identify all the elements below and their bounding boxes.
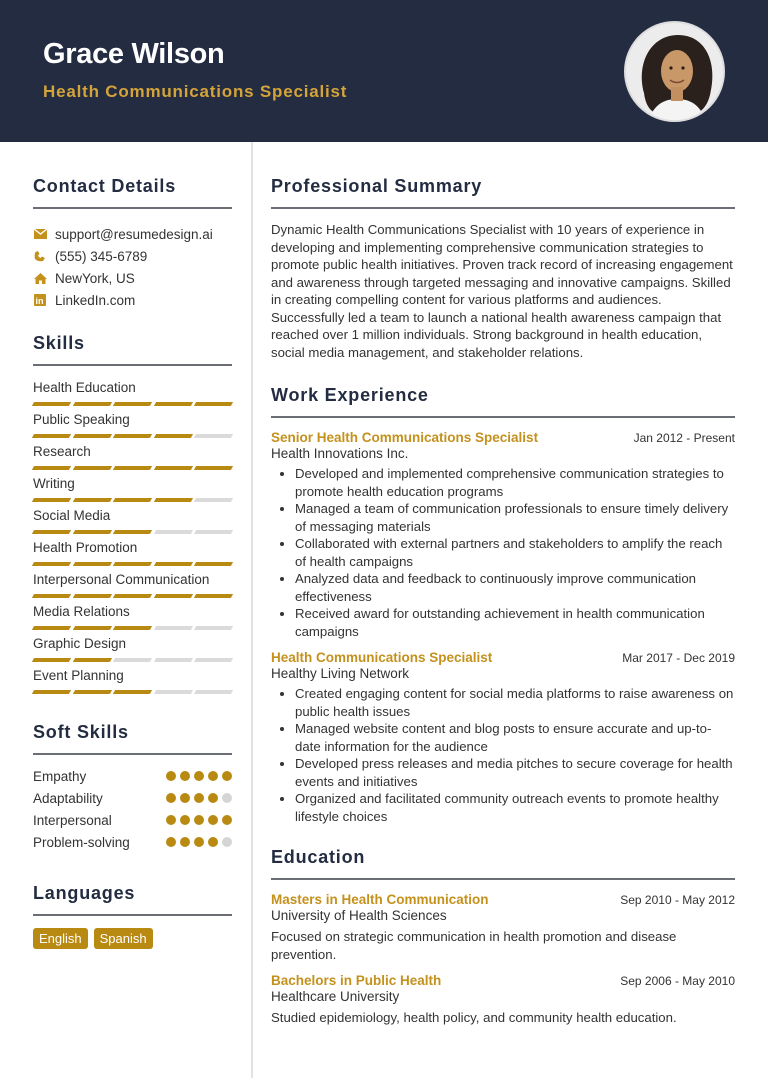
rating-dot (208, 793, 218, 803)
skill-item (33, 506, 232, 538)
education-heading: Education (271, 847, 735, 880)
language-badge: English (33, 928, 88, 949)
rating-dot (180, 793, 190, 803)
rating-dot (208, 815, 218, 825)
skill-level-segment (154, 594, 193, 598)
education-section (271, 847, 735, 1027)
skill-item (33, 570, 232, 602)
soft-skill-label: Problem-solving (33, 834, 130, 850)
experience-section (271, 385, 735, 825)
soft-skill-rating-dots (166, 793, 232, 803)
skill-level-bars (33, 557, 232, 570)
skills-list (33, 378, 232, 698)
contact-phone-text: (555) 345-6789 (55, 248, 148, 264)
skill-level-segment (32, 530, 71, 534)
education-description: Focused on strategic communication in health promotion and disease prevention. (271, 929, 677, 962)
skill-level-segment (154, 626, 193, 630)
skill-level-segment (113, 690, 152, 694)
summary-heading: Professional Summary (271, 176, 735, 209)
skill-level-segment (154, 658, 193, 662)
skill-level-bars (33, 429, 232, 442)
soft-skills-list (33, 765, 232, 853)
skill-level-segment (113, 466, 152, 470)
job-title: Senior Health Communications Specialist (271, 430, 539, 445)
job-company: Healthy Living Network (271, 666, 410, 681)
skill-item (33, 378, 232, 410)
skill-level-bars (33, 397, 232, 410)
skill-level-segment (154, 562, 193, 566)
skill-label: Public Speaking (33, 412, 130, 427)
job-bullet: • Developed and implemented comprehensive communication strategies to promote health education programs (295, 465, 735, 500)
skill-level-segment (194, 690, 233, 694)
soft-skill-label: Empathy (33, 768, 87, 784)
job-bullet: • Analyzed data and feedback to continuously improve communication effectiveness (295, 570, 735, 605)
skill-item (33, 410, 232, 442)
job-bullet: • Received award for outstanding achievement in health communication campaigns (295, 605, 735, 640)
contact-email[interactable] (33, 223, 232, 245)
education-description: Studied epidemiology, health policy, and community health education. (271, 1010, 677, 1025)
skill-level-segment (113, 434, 152, 438)
rating-dot (180, 837, 190, 847)
experience-heading: Work Experience (271, 385, 735, 418)
skill-item (33, 442, 232, 474)
skill-level-segment (113, 658, 152, 662)
column-divider (251, 142, 253, 1078)
linkedin-icon (33, 293, 47, 307)
job-bullet: • Managed a team of communication professionals to ensure timely delivery of messaging materials (295, 500, 735, 535)
summary-text: Dynamic Health Communications Specialist with 10 years of experience in developing and implementing comprehensive communication strategies to promote public health initiatives. Proven track record of increasing engagement and awareness through targeted messaging and innovative campaigns. Skilled in creating compelling content for various platforms and audiences. Successfully led a team to launch a national health awareness campaign that reached over 1 million individuals. Strong background in health education, social media management, and stakeholder relations. (271, 222, 733, 360)
soft-skill-item (33, 831, 232, 853)
skill-level-segment (72, 658, 111, 662)
skill-label: Writing (33, 476, 75, 491)
contact-phone[interactable] (33, 245, 232, 267)
languages-heading: Languages (33, 883, 232, 916)
skill-item (33, 474, 232, 506)
contact-heading: Contact Details (33, 176, 232, 209)
contact-linkedin-text: LinkedIn.com (55, 292, 136, 308)
rating-dot (222, 815, 232, 825)
education-dates: Sep 2006 - May 2010 (620, 974, 735, 988)
skill-level-segment (154, 466, 193, 470)
skill-level-segment (194, 498, 233, 502)
skill-level-segment (32, 498, 71, 502)
skill-level-segment (194, 402, 233, 406)
job-bullet: • Organized and facilitated community outreach events to promote healthy lifestyle choices (295, 790, 735, 825)
home-icon (33, 271, 47, 285)
skill-level-segment (113, 498, 152, 502)
soft-skill-rating-dots (166, 837, 232, 847)
job-bullet: • Managed website content and blog posts to ensure accurate and up-to-date information for the audience (295, 720, 735, 755)
skill-level-segment (194, 626, 233, 630)
rating-dot (208, 837, 218, 847)
education-entry (271, 973, 735, 1027)
right-column (271, 142, 735, 1027)
skill-level-segment (72, 530, 111, 534)
languages-section (33, 883, 232, 949)
profile-photo (624, 21, 725, 122)
contact-location-text: NewYork, US (55, 270, 135, 286)
rating-dot (180, 771, 190, 781)
rating-dot (194, 837, 204, 847)
envelope-icon (33, 227, 47, 241)
portrait-icon (626, 23, 725, 122)
skill-level-segment (72, 626, 111, 630)
skill-level-bars (33, 461, 232, 474)
degree-title: Masters in Health Communication (271, 892, 489, 907)
rating-dot (194, 771, 204, 781)
skill-level-segment (72, 690, 111, 694)
soft-skill-label: Interpersonal (33, 812, 112, 828)
rating-dot (166, 793, 176, 803)
rating-dot (166, 837, 176, 847)
skill-label: Social Media (33, 508, 111, 523)
rating-dot (208, 771, 218, 781)
skill-level-segment (194, 658, 233, 662)
skill-level-segment (32, 626, 71, 630)
rating-dot (222, 771, 232, 781)
rating-dot (166, 815, 176, 825)
soft-skill-rating-dots (166, 771, 232, 781)
skill-level-segment (194, 530, 233, 534)
job-bullet: • Developed press releases and media pitches to secure coverage for health events and initiatives (295, 755, 735, 790)
skill-label: Graphic Design (33, 636, 127, 651)
skill-level-segment (113, 530, 152, 534)
skill-level-segment (194, 434, 233, 438)
phone-icon (33, 249, 47, 263)
skill-level-segment (72, 498, 111, 502)
left-column (33, 142, 232, 949)
skill-level-bars (33, 525, 232, 538)
skill-level-segment (154, 530, 193, 534)
skill-item (33, 666, 232, 698)
job-title: Health Communications Specialist (271, 650, 493, 665)
job-bullet: • Created engaging content for social media platforms to raise awareness on public health issues (295, 685, 735, 720)
school-name: Healthcare University (271, 989, 400, 1004)
skill-label: Health Education (33, 380, 136, 395)
summary-section (271, 176, 735, 361)
skill-level-segment (194, 466, 233, 470)
skill-item (33, 634, 232, 666)
rating-dot (194, 815, 204, 825)
skills-section (33, 333, 232, 698)
language-badge: Spanish (94, 928, 153, 949)
contact-email-text: support@resumedesign.ai (55, 226, 213, 242)
skill-level-segment (194, 594, 233, 598)
education-entry (271, 892, 735, 963)
job-bullets (271, 465, 735, 640)
skill-level-bars (33, 589, 232, 602)
degree-title: Bachelors in Public Health (271, 973, 442, 988)
skill-level-segment (72, 466, 111, 470)
skill-level-segment (113, 402, 152, 406)
school-name: University of Health Sciences (271, 908, 447, 923)
svg-text:in: in (35, 296, 44, 306)
soft-skill-item (33, 787, 232, 809)
skill-level-segment (72, 562, 111, 566)
skill-level-segment (32, 562, 71, 566)
skill-level-segment (154, 434, 193, 438)
contact-location (33, 267, 232, 289)
skill-label: Interpersonal Communication (33, 572, 210, 587)
rating-dot (166, 771, 176, 781)
skill-level-segment (32, 690, 71, 694)
skill-label: Research (33, 444, 91, 459)
soft-skill-item (33, 765, 232, 787)
skill-level-segment (154, 690, 193, 694)
skill-level-segment (72, 402, 111, 406)
soft-skill-label: Adaptability (33, 790, 103, 806)
skill-level-segment (113, 626, 152, 630)
skills-heading: Skills (33, 333, 232, 366)
candidate-title: Health Communications Specialist (43, 82, 348, 101)
skill-level-bars (33, 685, 232, 698)
skill-level-segment (194, 562, 233, 566)
skill-level-bars (33, 493, 232, 506)
soft-skill-item (33, 809, 232, 831)
contact-section (33, 176, 232, 311)
skill-level-segment (32, 466, 71, 470)
job-dates: Jan 2012 - Present (633, 431, 735, 445)
skill-level-segment (72, 594, 111, 598)
rating-dot (222, 793, 232, 803)
skill-item (33, 602, 232, 634)
skill-label: Health Promotion (33, 540, 138, 555)
job-bullets (271, 685, 735, 825)
skill-label: Event Planning (33, 668, 124, 683)
education-dates: Sep 2010 - May 2012 (620, 893, 735, 907)
languages-list (33, 928, 232, 949)
skill-level-segment (113, 562, 152, 566)
skill-item (33, 538, 232, 570)
skill-level-bars (33, 653, 232, 666)
job-entry (271, 430, 735, 640)
rating-dot (222, 837, 232, 847)
contact-linkedin[interactable] (33, 289, 232, 311)
job-company: Health Innovations Inc. (271, 446, 409, 461)
contact-list (33, 223, 232, 311)
soft-skills-heading: Soft Skills (33, 722, 232, 755)
skill-level-segment (72, 434, 111, 438)
job-bullet: • Collaborated with external partners and stakeholders to amplify the reach of health campaigns (295, 535, 735, 570)
skill-level-segment (154, 402, 193, 406)
job-dates: Mar 2017 - Dec 2019 (622, 651, 735, 665)
soft-skill-rating-dots (166, 815, 232, 825)
candidate-name: Grace Wilson (43, 38, 225, 70)
skill-level-segment (32, 594, 71, 598)
soft-skills-section (33, 722, 232, 853)
rating-dot (180, 815, 190, 825)
rating-dot (194, 793, 204, 803)
skill-level-segment (32, 434, 71, 438)
skill-level-bars (33, 621, 232, 634)
skill-label: Media Relations (33, 604, 130, 619)
skill-level-segment (154, 498, 193, 502)
skill-level-segment (32, 402, 71, 406)
job-entry (271, 650, 735, 825)
resume-header (0, 0, 768, 142)
skill-level-segment (113, 594, 152, 598)
skill-level-segment (32, 658, 71, 662)
